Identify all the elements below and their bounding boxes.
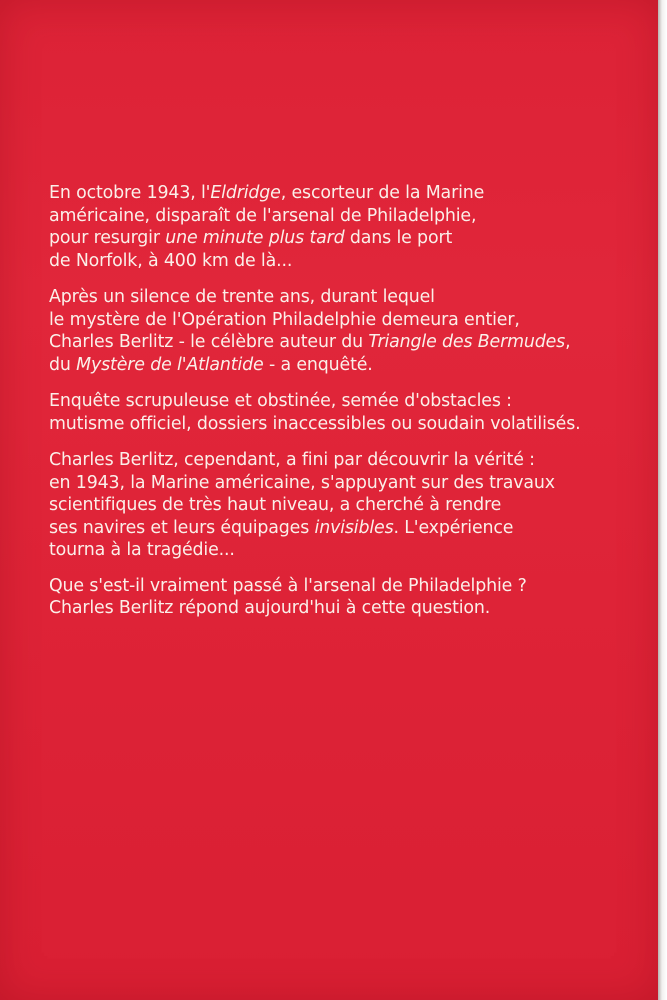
blurb-text <box>49 182 649 634</box>
text-line: américaine, disparaît de l'arsenal de Philadelphie, <box>49 205 477 226</box>
book-title: Triangle des Bermudes <box>368 332 566 352</box>
text-line: du Mystère de l'Atlantide - a enquêté. <box>49 354 373 375</box>
text-line: Que s'est-il vraiment passé à l'arsenal de Philadelphie ? <box>49 575 527 596</box>
text-line: Charles Berlitz, cependant, a fini par découvrir la vérité : <box>49 450 535 470</box>
text-line: scientifiques de très haut niveau, a cherché à rendre <box>49 495 502 515</box>
paragraph-1 <box>49 182 649 272</box>
emphasis: une minute plus tard <box>165 228 345 248</box>
text-line: Enquête scrupuleuse et obstinée, semée d'obstacles : <box>49 391 512 411</box>
text-line: Après un silence de trente ans, durant lequel <box>49 287 435 307</box>
page-edge <box>658 0 667 1000</box>
text-line: de Norfolk, à 400 km de là... <box>49 250 293 271</box>
text-line: Charles Berlitz répond aujourd'hui à cette question. <box>49 598 491 618</box>
text-line: En octobre 1943, l'Eldridge, escorteur de la Marine <box>49 183 485 203</box>
text-line: mutisme officiel, dossiers inaccessibles ou soudain volatilisés. <box>49 413 581 434</box>
text-line: pour resurgir une minute plus tard dans le port <box>49 228 453 248</box>
text-line: Charles Berlitz - le célèbre auteur du Triangle des Bermudes, <box>49 332 571 352</box>
paragraph-2 <box>49 286 649 376</box>
text-line: ses navires et leurs équipages invisibles. L'expérience <box>49 517 514 538</box>
paragraph-4 <box>49 449 649 562</box>
paragraph-3 <box>49 390 649 435</box>
text-line: en 1943, la Marine américaine, s'appuyant sur des travaux <box>49 472 555 493</box>
emphasis: invisibles <box>314 517 394 538</box>
text-line: le mystère de l'Opération Philadelphie demeura entier, <box>49 309 520 330</box>
text-line: tourna à la tragédie... <box>49 540 235 560</box>
book-title: Mystère de l'Atlantide <box>76 354 264 375</box>
paragraph-5 <box>49 575 649 620</box>
ship-name: Eldridge <box>210 183 281 203</box>
